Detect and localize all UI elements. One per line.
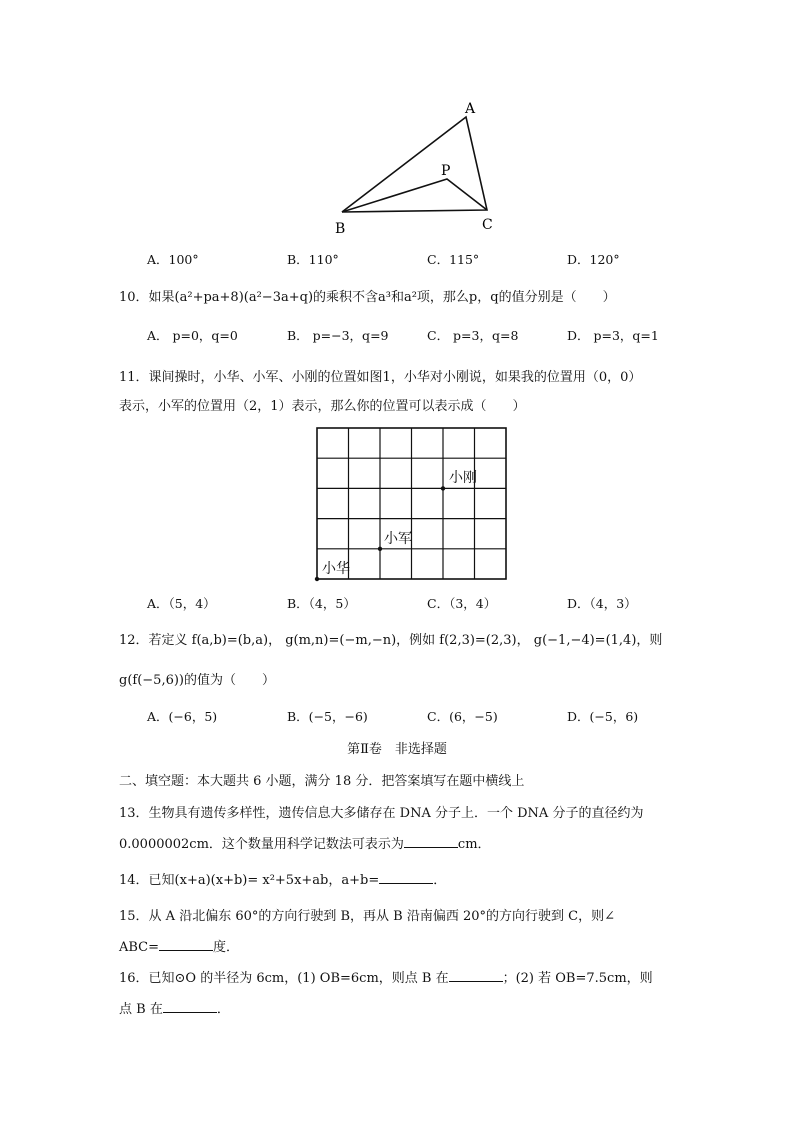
q9-option-b[interactable]: B．110° — [287, 252, 339, 267]
q16-line2-pre: 点 B 在 — [119, 1002, 163, 1017]
q13-blank[interactable] — [404, 836, 458, 848]
q13-line2-post: cm． — [457, 837, 491, 852]
fill-in-heading: 二、填空题：本大题共 6 小题，满分 18 分．把答案填写在题中横线上 — [119, 774, 525, 789]
q12-option-d[interactable]: D．(−5，6) — [567, 709, 639, 724]
q15-line2-post: 度． — [213, 940, 240, 955]
label-p: P — [441, 163, 451, 179]
q16-line1-mid: ；(2) 若 OB=7.5cm，则 — [502, 971, 653, 986]
q14-blank[interactable] — [379, 872, 433, 884]
label-a: A — [465, 101, 476, 117]
xiaojun-point — [378, 547, 382, 551]
q12-line1: 12．若定义 f(a,b)=(b,a)， g(m,n)=(−m,−n)，例如 f(2,3)=(2,3)， g(−1,−4)=(1,4)，则 — [119, 633, 663, 648]
xiaogang-label: 小刚 — [449, 470, 477, 486]
q10-option-b[interactable]: B． p=−3，q=9 — [287, 328, 389, 343]
q11-line2: 表示，小军的位置用（2，1）表示，那么你的位置可以表示成（ ） — [119, 399, 526, 414]
xiaogang-point — [441, 486, 445, 490]
q9-option-a[interactable]: A．100° — [147, 252, 199, 267]
q14-line — [119, 869, 446, 888]
q10-text: 10．如果(a²+pa+8)(a²−3a+q)的乘积不含a³和a²项，那么p，q的值分别是（ ） — [119, 290, 616, 305]
q15-line1: 15．从 A 沿北偏东 60°的方向行驶到 B，再从 B 沿南偏西 20°的方向行驶到 C，则∠ — [119, 909, 616, 924]
triangle-outline — [342, 117, 487, 212]
q14-pre: 14．已知(x+a)(x+b)= x²+5x+ab，a+b= — [119, 873, 380, 888]
label-b: B — [335, 221, 346, 237]
xiaojun-label: 小军 — [384, 531, 412, 547]
xiaohua-point — [315, 577, 319, 581]
position-grid-figure — [314, 426, 510, 582]
q9-option-c[interactable]: C．115° — [427, 252, 480, 267]
q12-option-b[interactable]: B．(−5，−6) — [287, 709, 368, 724]
q15-blank[interactable] — [159, 939, 213, 951]
q13-line2-pre: 0.0000002cm．这个数量用科学记数法可表示为 — [119, 837, 404, 852]
q11-option-b[interactable]: B．（4，5） — [287, 596, 356, 611]
triangle-figure — [330, 95, 500, 240]
q16-blank-2[interactable] — [163, 1001, 217, 1013]
q11-option-a[interactable]: A．（5，4） — [147, 596, 216, 611]
q15-line2 — [119, 936, 239, 955]
q13-line2 — [119, 833, 491, 852]
q16-line1-pre: 16．已知⊙O 的半径为 6cm，(1) OB=6cm，则点 B 在 — [119, 971, 449, 986]
q13-line1: 13．生物具有遗传多样性，遗传信息大多储存在 DNA 分子上．一个 DNA 分子的直径约为 — [119, 806, 644, 821]
q12-line2: g(f(−5,6))的值为（ ） — [119, 673, 275, 688]
q16-line2 — [119, 998, 230, 1017]
q12-option-c[interactable]: C．(6，−5) — [427, 709, 498, 724]
q12-option-a[interactable]: A．(−6，5) — [147, 709, 218, 724]
label-c: C — [482, 217, 493, 233]
q11-line1: 11．课间操时，小华、小军、小刚的位置如图1，小华对小刚说，如果我的位置用（0，0） — [119, 370, 642, 385]
q14-post: ． — [433, 873, 447, 888]
grid-lines — [317, 428, 506, 579]
section2-title: 第Ⅱ卷 非选择题 — [347, 742, 447, 757]
xiaohua-label: 小华 — [322, 561, 350, 577]
q16-line1 — [119, 967, 653, 986]
q9-option-d[interactable]: D．120° — [567, 252, 620, 267]
q16-blank-1[interactable] — [449, 970, 503, 982]
q10-option-c[interactable]: C． p=3，q=8 — [427, 328, 519, 343]
q10-option-a[interactable]: A． p=0，q=0 — [147, 328, 238, 343]
q11-option-c[interactable]: C．（3，4） — [427, 596, 497, 611]
q11-option-d[interactable]: D．（4，3） — [567, 596, 637, 611]
q15-line2-pre: ABC= — [119, 940, 160, 955]
q16-line2-post: ． — [216, 1002, 230, 1017]
q10-option-d[interactable]: D． p=3，q=1 — [567, 328, 659, 343]
